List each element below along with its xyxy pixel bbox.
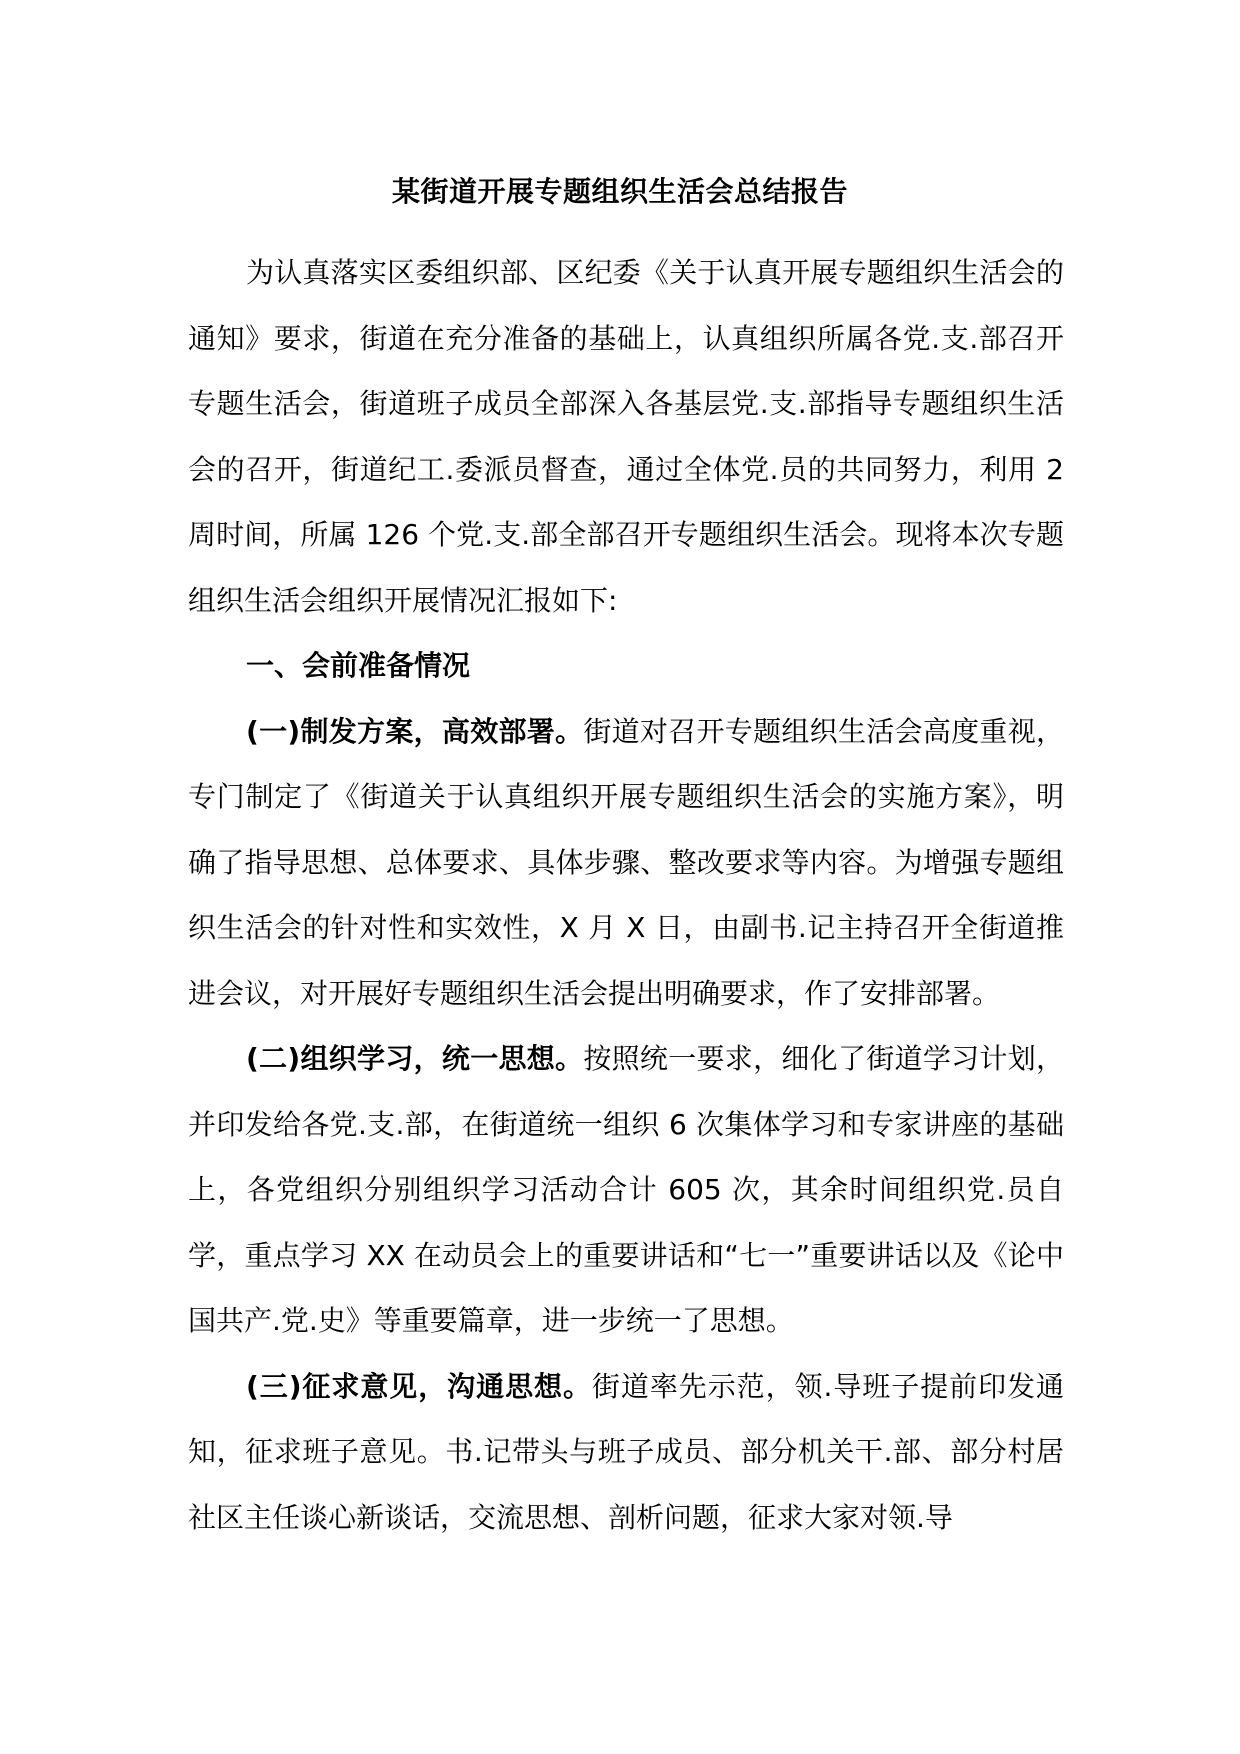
section-heading: 一、会前准备情况 <box>246 649 471 682</box>
intro-paragraph: 为认真落实区委组织部、区纪委《关于认真开展专题组织生活会的通知》要求，街道在充分准备的基础上，认真组织所属各党.支.部召开专题生活会，街道班子成员全部深入各基层党.支.部指导专题组织生活会的召开，街道纪工.委派员督查，通过全体党.员的共同努力，利用 2 周时间，所属 126 个党.支.部全部召开专题组织生活会。现将本次专题组织生活会组织开展情况汇报如下: <box>188 256 1064 617</box>
subsection-paragraph-3 <box>188 1354 1064 1551</box>
subsection-lead-1: (一)制发方案，高效部署。 <box>246 714 584 748</box>
document-body <box>188 240 1064 1550</box>
subsection-text-2: 按照统一要求，细化了街道学习计划，并印发给各党.支.部，在街道统一组织 6 次集体学习和专家讲座的基础上，各党组织分别组织学习活动合计 605 次，其余时间组织党.员自学，重点学习 XX 在动员会上的重要讲话和“七一”重要讲话以及《论中国共产.党.史》等重要篇章，进一步统一了思想。 <box>188 1042 1064 1337</box>
subsection-paragraph-1 <box>188 699 1064 1027</box>
subsection-lead-3: (三)征求意见，沟通思想。 <box>246 1369 592 1403</box>
subsection-text-1: 街道对召开专题组织生活会高度重视，专门制定了《街道关于认真组织开展专题组织生活会的实施方案》，明确了指导思想、总体要求、具体步骤、整改要求等内容。为增强专题组织生活会的针对性和实效性，X 月 X 日，由副书.记主持召开全街道推进会议，对开展好专题组织生活会提出明确要求，作了安排部署。 <box>188 714 1064 1010</box>
subsection-lead-2: (二)组织学习，统一思想。 <box>246 1042 584 1075</box>
document-title: 某街道开展专题组织生活会总结报告 <box>391 175 848 208</box>
subsection-paragraph-2 <box>188 1026 1064 1354</box>
subsection-text-3: 街道率先示范，领.导班子提前印发通知，征求班子意见。书.记带头与班子成员、部分机关干.部、部分村居社区主任谈心新谈话，交流思想、剖析问题，征求大家对领.导 <box>188 1369 1064 1534</box>
